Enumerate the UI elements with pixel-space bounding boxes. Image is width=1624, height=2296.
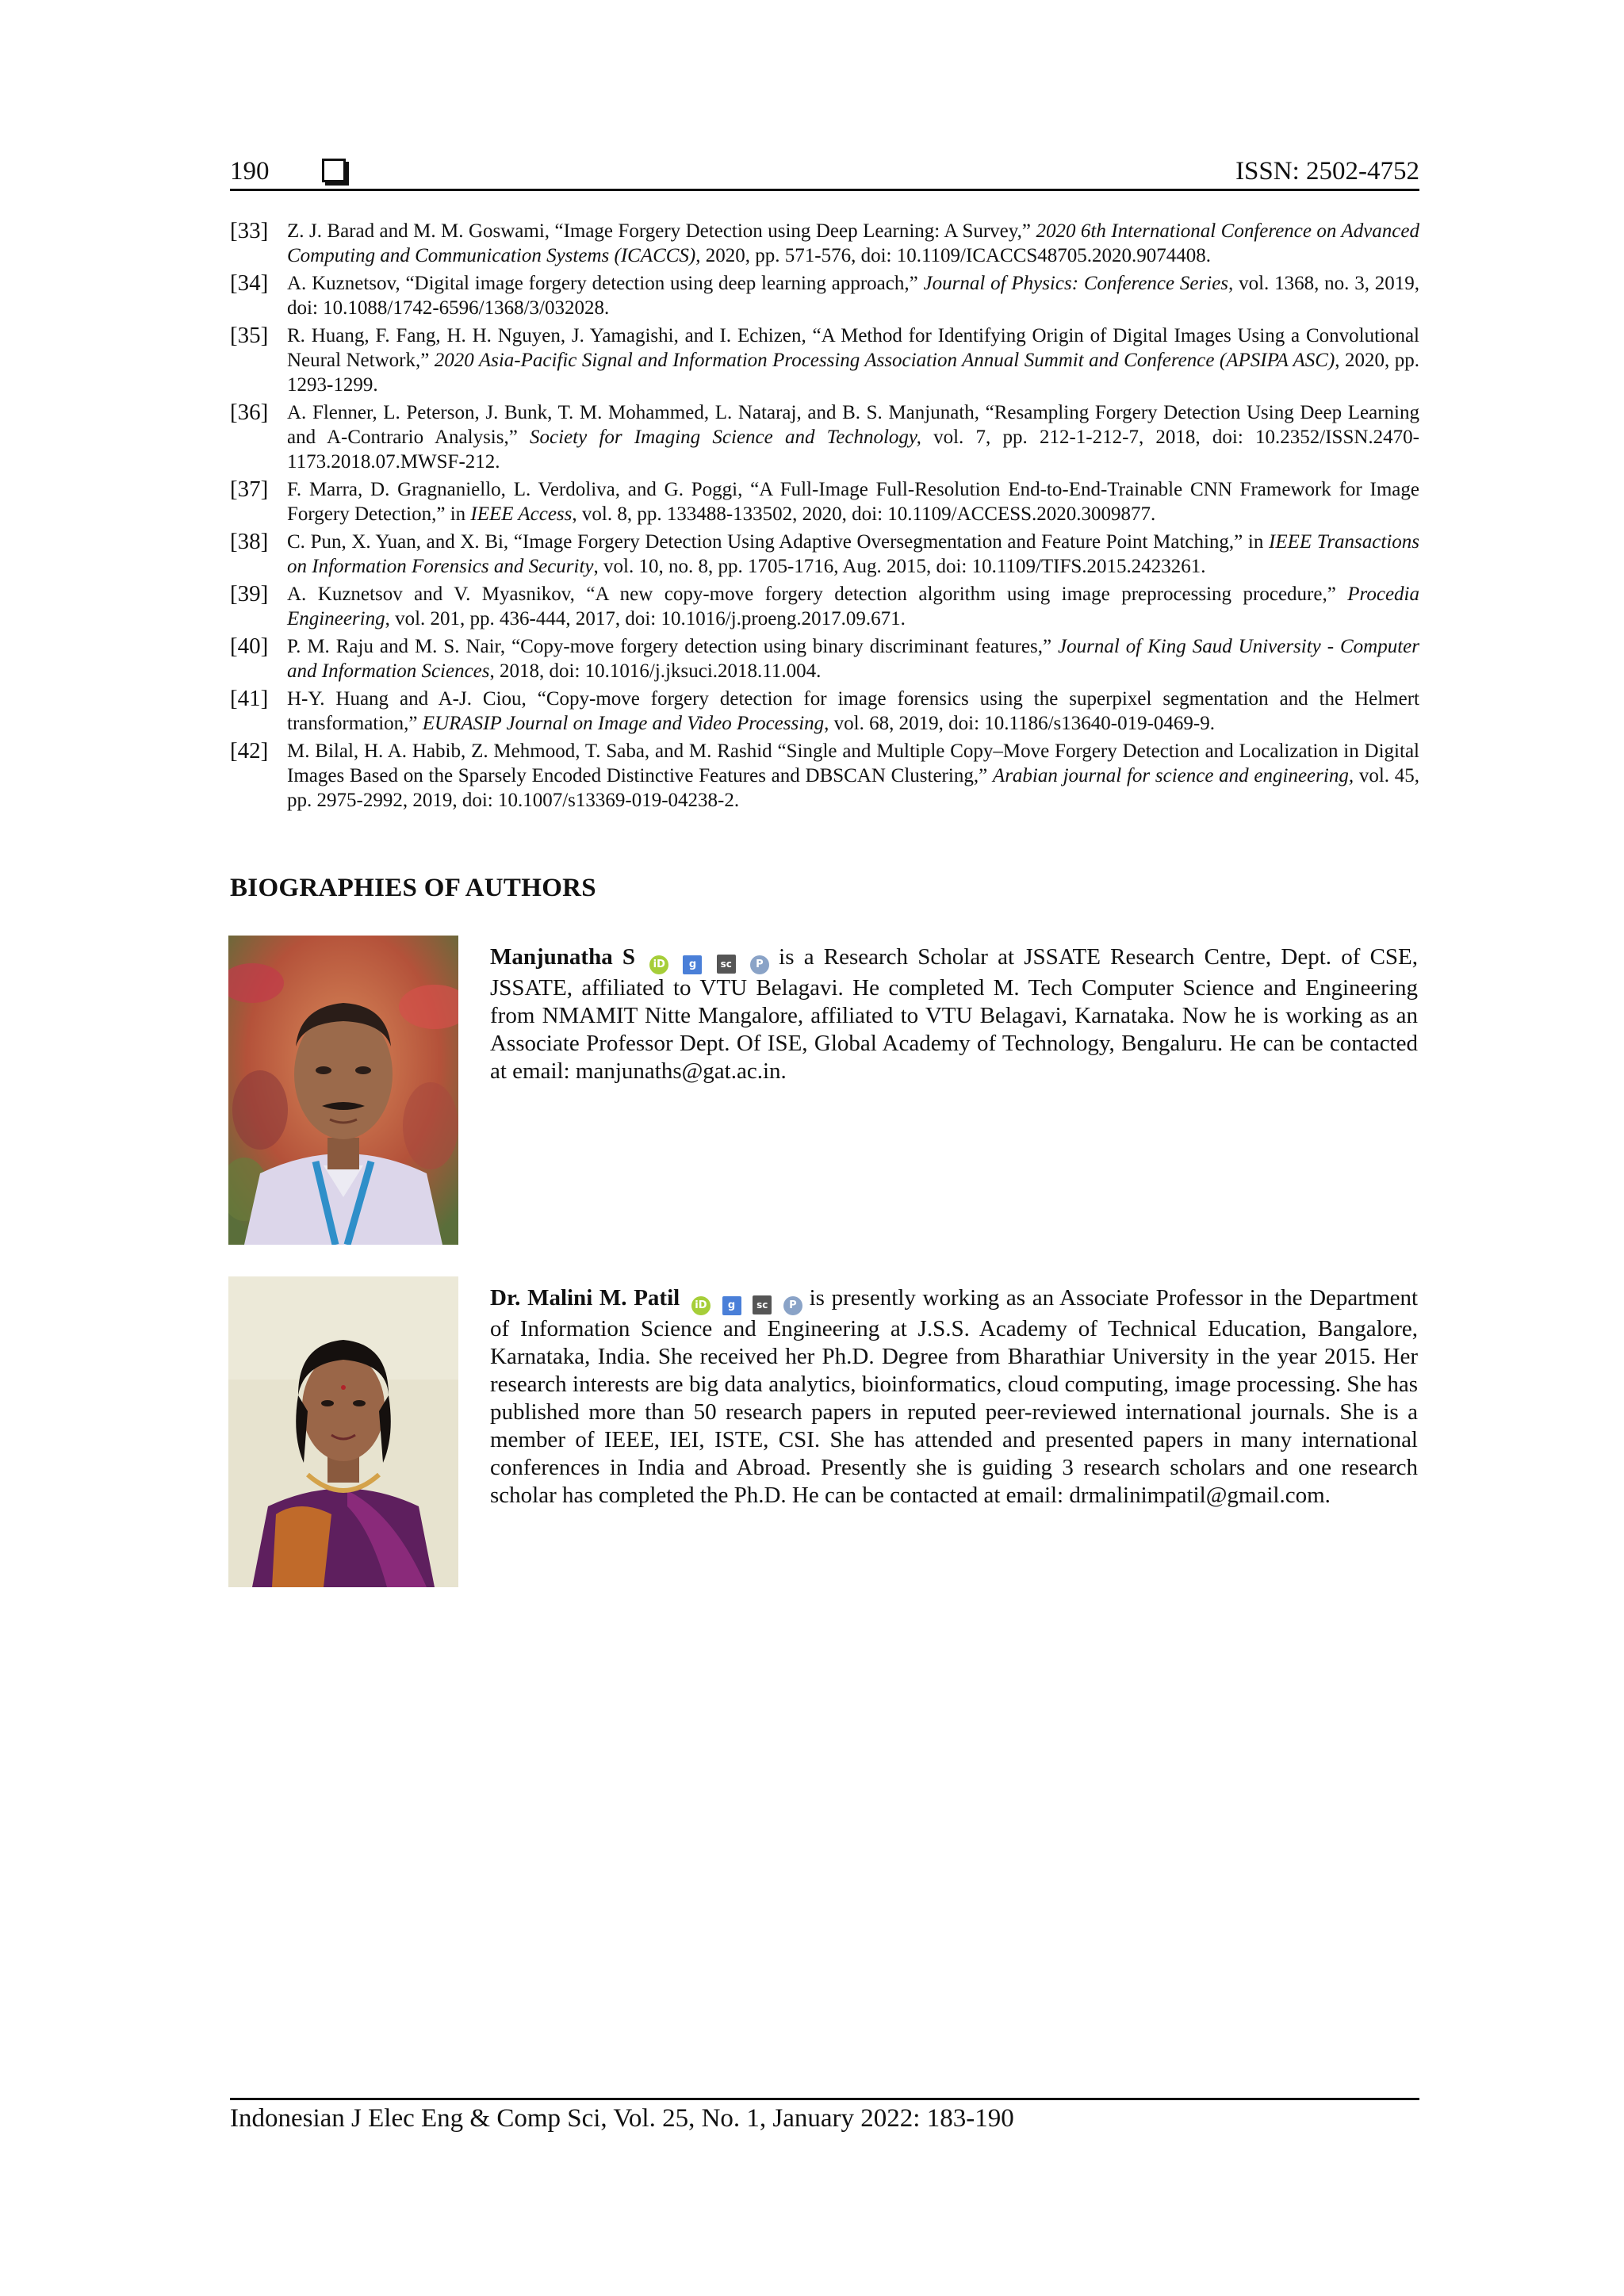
reference-text: A. Kuznetsov, “Digital image forgery detection using deep learning approach,” Journal of Physics: Conference Series, vol. 1368, no. 3, 2019, doi: 10.1088/1742-6596/1368/3/032028. [287, 273, 1419, 319]
reference-text: P. M. Raju and M. S. Nair, “Copy-move forgery detection using binary discriminant features,” Journal of King Saud University - Computer and Information Sciences, 2018, doi: 10.1016/j.jksuci.2018.11.004. [287, 636, 1419, 682]
orcid-icon[interactable]: iD [649, 955, 668, 974]
author-bio [490, 943, 1418, 1085]
reference-text: R. Huang, F. Fang, H. H. Nguyen, J. Yamagishi, and I. Echizen, “A Method for Identifying Origin of Digital Images Using a Convolutional Neural Network,” 2020 Asia-Pacific Signal and Information Processing Association Annual Summit and Conference (APSIPA ASC), 2020, pp. 1293-1299. [287, 325, 1419, 396]
reference-item [230, 687, 1419, 736]
author-photo-malini [228, 1276, 458, 1587]
reference-text: A. Kuznetsov and V. Myasnikov, “A new copy-move forgery detection algorithm using image preprocessing procedure,” Procedia Engineering, vol. 201, pp. 436-444, 2017, doi: 10.1016/j.proeng.2017.09.671. [287, 584, 1419, 629]
reference-item [230, 739, 1419, 813]
reference-item [230, 582, 1419, 631]
reference-number: [41] [230, 686, 269, 711]
reference-number: [34] [230, 270, 269, 296]
header-divider [230, 189, 1419, 191]
reference-number: [42] [230, 738, 269, 763]
scopus-icon[interactable]: sc [753, 1295, 772, 1314]
reference-number: [38] [230, 529, 269, 554]
reference-text: Z. J. Barad and M. M. Goswami, “Image Forgery Detection using Deep Learning: A Survey,” 2020 6th International Conference on Advanced Computing and Communication Systems (ICACCS), 2020, pp. 571-576, doi: 10.1109/ICACCS48705.2020.9074408. [287, 220, 1419, 266]
footer-citation: Indonesian J Elec Eng & Comp Sci, Vol. 25, No. 1, January 2022: 183-190 [230, 2104, 1014, 2133]
reference-number: [37] [230, 476, 269, 502]
author-bio [490, 1284, 1418, 1510]
reference-text: F. Marra, D. Gragnaniello, L. Verdoliva, and G. Poggi, “A Full-Image Full-Resolution End-to-End-Trainable CNN Framework for Image Forgery Detection,” in IEEE Access, vol. 8, pp. 133488-133502, 2020, doi: 10.1109/ACCESS.2020.3009877. [287, 479, 1419, 525]
author-bio-text: is presently working as an Associate Professor in the Department of Information Science and Engineering at J.S.S. Academy of Technical Education, Bangalore, Karnataka, India. She received her Ph.D. Degree from Bharathiar University in the year 2015. Her research interests are big data analytics, bioinformatics, cloud computing, image processing. She has published more than 50 research papers in reputed peer-reviewed international journals. She is a member of IEEE, IEI, ISTE, CSI. She has attended and presented papers in many international conferences in India and Abroad. Presently she is guiding 3 research scholars and one research scholar has completed the Ph.D. He can be contacted at email: drmalinimpatil@gmail.com. [490, 1285, 1418, 1508]
box-icon [322, 159, 346, 182]
reference-item [230, 477, 1419, 526]
footer-divider [230, 2098, 1419, 2100]
reference-item [230, 271, 1419, 320]
page-number: 190 [230, 157, 270, 186]
reference-text: A. Flenner, L. Peterson, J. Bunk, T. M. Mohammed, L. Nataraj, and B. S. Manjunath, “Resampling Forgery Detection Using Deep Learning and A-Contrario Analysis,” Society for Imaging Science and Technology, vol. 7, pp. 212-1-212-7, 2018, doi: 10.2352/ISSN.2470-1173.2018.07.MWSF-212. [287, 402, 1419, 473]
issn-label: ISSN: 2502-4752 [1235, 157, 1419, 186]
reference-item [230, 323, 1419, 397]
reference-number: [40] [230, 633, 269, 659]
reference-item [230, 634, 1419, 683]
reference-number: [35] [230, 323, 269, 348]
author-name: Dr. Malini M. Patil [490, 1285, 680, 1311]
author-bio-text: is a Research Scholar at JSSATE Research Centre, Dept. of CSE, JSSATE, affiliated to VTU Belagavi. He completed M. Tech Computer Science and Engineering from NMAMIT Nitte Mangalore, affiliated to VTU Belagavi, Karnataka. Now he is working as an Associate Professor Dept. Of ISE, Global Academy of Technology, Bengaluru. He can be contacted at email: manjunaths@gat.ac.in. [490, 944, 1419, 1084]
google-scholar-icon[interactable]: g [722, 1296, 741, 1315]
orcid-icon[interactable]: iD [691, 1296, 710, 1315]
reference-text: C. Pun, X. Yuan, and X. Bi, “Image Forgery Detection Using Adaptive Oversegmentation and Feature Point Matching,” in IEEE Transactions on Information Forensics and Security, vol. 10, no. 8, pp. 1705-1716, Aug. 2015, doi: 10.1109/TIFS.2015.2423261. [287, 531, 1419, 577]
author-photo-manjunatha [228, 936, 458, 1245]
google-scholar-icon[interactable]: g [683, 955, 702, 974]
reference-text: M. Bilal, H. A. Habib, Z. Mehmood, T. Saba, and M. Rashid “Single and Multiple Copy–Move Forgery Detection and Localization in Digital Images Based on the Sparsely Encoded Distinctive Features and DBSCAN Clustering,” Arabian journal for science and engineering, vol. 45, pp. 2975-2992, 2019, doi: 10.1007/s13369-019-04238-2. [287, 740, 1419, 811]
page-header [230, 152, 1419, 192]
reference-list [230, 219, 1419, 816]
reference-text: H-Y. Huang and A-J. Ciou, “Copy-move forgery detection for image forensics using the superpixel segmentation and the Helmert transformation,” EURASIP Journal on Image and Video Processing, vol. 68, 2019, doi: 10.1186/s13640-019-0469-9. [287, 688, 1419, 734]
biographies-heading: BIOGRAPHIES OF AUTHORS [230, 874, 596, 902]
scopus-icon[interactable]: sc [717, 955, 736, 974]
reference-item [230, 530, 1419, 579]
reference-item [230, 219, 1419, 268]
reference-number: [33] [230, 218, 269, 243]
reference-number: [39] [230, 581, 269, 607]
reference-number: [36] [230, 400, 269, 425]
publons-icon[interactable]: P [783, 1296, 802, 1315]
publons-icon[interactable]: P [750, 955, 769, 974]
author-name: Manjunatha S [490, 944, 636, 970]
reference-item [230, 400, 1419, 474]
